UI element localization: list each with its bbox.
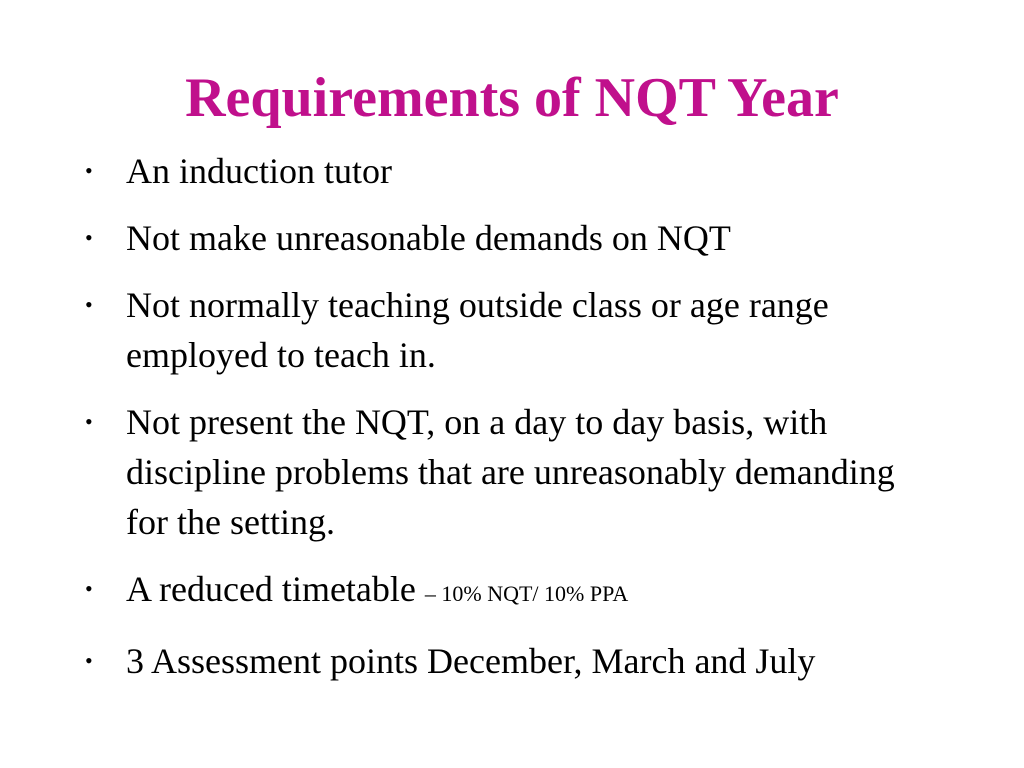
bullet-marker-icon: • — [85, 409, 93, 434]
bullet-text: A reduced timetable — [126, 569, 425, 609]
bullet-item — [85, 564, 945, 619]
bullet-marker-icon: • — [85, 292, 93, 317]
bullet-item — [85, 280, 945, 380]
bullet-text: An induction tutor — [126, 151, 392, 191]
bullet-item — [85, 146, 945, 196]
bullet-text: 3 Assessment points December, March and July — [126, 641, 816, 681]
bullet-list — [85, 146, 945, 703]
slide-title: Requirements of NQT Year — [185, 67, 839, 129]
bullet-marker-icon: • — [85, 648, 93, 673]
bullet-item — [85, 636, 945, 686]
bullet-item — [85, 397, 945, 547]
bullet-text: Not make unreasonable demands on NQT — [126, 218, 731, 258]
bullet-text-detail: – 10% NQT/ 10% PPA — [424, 581, 629, 606]
bullet-marker-icon: • — [85, 576, 93, 601]
bullet-text: Not present the NQT, on a day to day basis, with discipline problems that are unreasonably demanding for the setting. — [126, 402, 895, 542]
bullet-text: Not normally teaching outside class or age range employed to teach in. — [126, 285, 829, 375]
bullet-item — [85, 213, 945, 263]
bullet-marker-icon: • — [85, 225, 93, 250]
bullet-marker-icon: • — [85, 158, 93, 183]
